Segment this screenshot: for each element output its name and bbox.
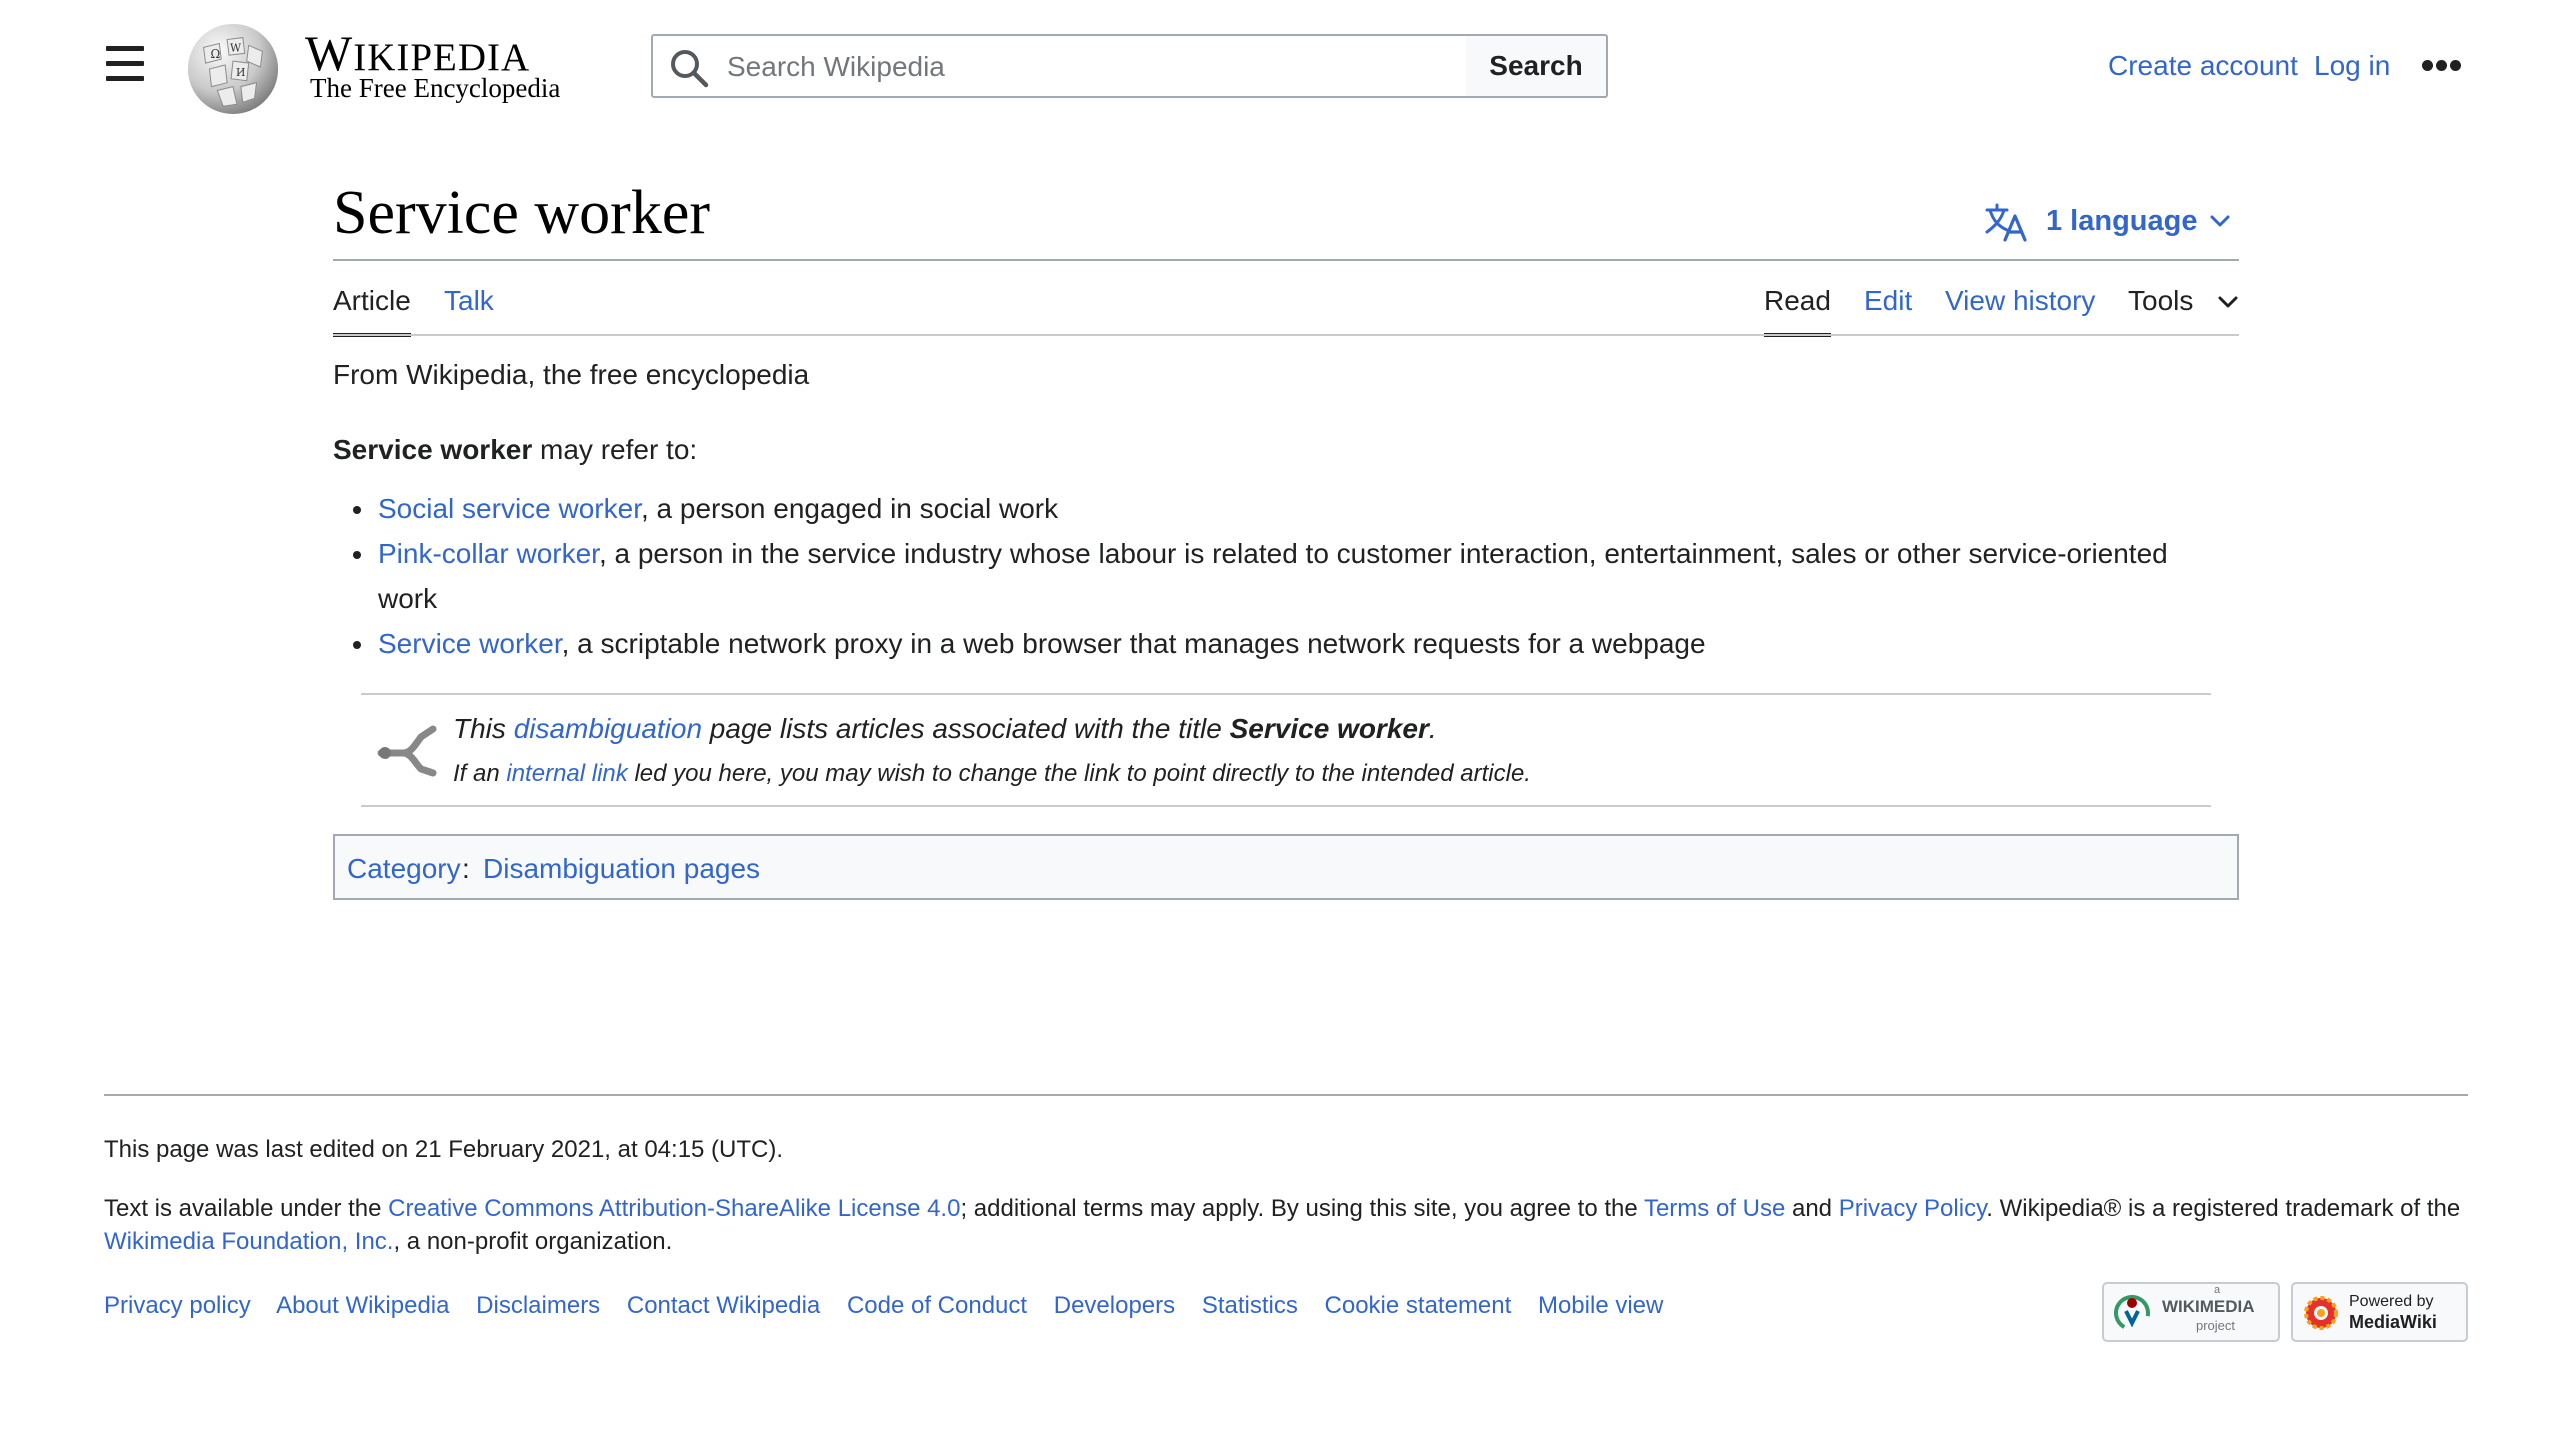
list-item-text: , a person engaged in social work bbox=[640, 493, 1059, 524]
svg-text:Ω: Ω bbox=[210, 47, 221, 62]
badge-mediawiki-text: MediaWiki bbox=[2349, 1312, 2437, 1332]
list-item-link[interactable]: Pink-collar worker bbox=[378, 538, 599, 569]
title-divider bbox=[333, 259, 2239, 261]
footer-link-code-of-conduct[interactable]: Code of Conduct bbox=[846, 1292, 1028, 1319]
wikimedia-project-badge[interactable] bbox=[2102, 1282, 2280, 1342]
category-label-link[interactable]: Category bbox=[347, 853, 461, 884]
search-button[interactable]: Search bbox=[1466, 34, 1608, 98]
list-item-link[interactable]: Social service worker bbox=[378, 493, 641, 524]
license-text-part: Text is available under the bbox=[104, 1195, 389, 1222]
badge-powered-by-text: Powered by bbox=[2349, 1293, 2434, 1310]
svg-text:W: W bbox=[230, 41, 242, 55]
notice-title-term: Service worker bbox=[1229, 713, 1429, 744]
svg-text:И: И bbox=[235, 65, 246, 79]
tab-talk[interactable]: Talk bbox=[444, 285, 494, 316]
tab-edit[interactable]: Edit bbox=[1864, 285, 1913, 316]
chevron-down-icon[interactable] bbox=[2217, 291, 2239, 313]
search-box bbox=[651, 34, 1470, 98]
language-button-label: 1 language bbox=[2046, 205, 2198, 237]
badge-small-text: a bbox=[2214, 1284, 2221, 1296]
page-title: Service worker bbox=[333, 179, 710, 247]
footer-link-contact[interactable]: Contact Wikipedia bbox=[626, 1292, 821, 1319]
intro-paragraph bbox=[333, 434, 697, 466]
license-text-part: ; additional terms may apply. By using this site, you agree to the bbox=[960, 1195, 1644, 1222]
license-text-part: and bbox=[1785, 1195, 1839, 1222]
footer-links bbox=[104, 1292, 1683, 1320]
footer-link-about[interactable]: About Wikipedia bbox=[276, 1292, 450, 1319]
search-form bbox=[651, 34, 1608, 98]
notice-text: page lists articles associated with the title bbox=[702, 713, 1230, 744]
notice-text: This bbox=[453, 713, 514, 744]
list-item-text: , a person in the service industry whose labour is related to customer interaction, entertainment, sales or other service-oriented work bbox=[378, 538, 2168, 614]
badge-project-text: project bbox=[2196, 1318, 2236, 1333]
footer-link-developers[interactable]: Developers bbox=[1053, 1292, 1176, 1319]
footer-link-disclaimers[interactable]: Disclaimers bbox=[476, 1292, 601, 1319]
license-text bbox=[104, 1192, 2464, 1258]
intro-bold-term: Service worker bbox=[333, 434, 533, 465]
list-item-text: , a scriptable network proxy in a web browser that manages network requests for a webpage bbox=[561, 628, 1706, 659]
list-item bbox=[333, 531, 2213, 621]
wikipedia-globe-icon bbox=[183, 18, 283, 116]
search-icon bbox=[669, 48, 709, 88]
notice-text: . bbox=[1428, 713, 1437, 744]
category-link-disambiguation-pages[interactable]: Disambiguation pages bbox=[483, 853, 761, 884]
search-input[interactable] bbox=[725, 44, 1449, 90]
category-box bbox=[333, 834, 2239, 900]
language-icon bbox=[1985, 202, 2027, 242]
tab-read[interactable]: Read bbox=[1764, 285, 1831, 316]
header bbox=[0, 0, 2560, 135]
cc-license-link[interactable]: Creative Commons Attribution-ShareAlike License 4.0 bbox=[388, 1195, 961, 1222]
language-button[interactable] bbox=[1985, 200, 2245, 244]
intro-text: may refer to: bbox=[532, 434, 698, 465]
create-account-link[interactable]: Create account bbox=[2108, 50, 2298, 81]
internal-link-link[interactable]: internal link bbox=[506, 760, 628, 787]
license-text-part: , a non-profit organization. bbox=[393, 1228, 673, 1255]
license-text-part: . Wikipedia® is a registered trademark of the bbox=[1986, 1195, 2461, 1222]
footer-link-mobile-view[interactable]: Mobile view bbox=[1537, 1292, 1664, 1319]
disambiguation-link[interactable]: disambiguation bbox=[513, 713, 703, 744]
disambiguation-notice bbox=[361, 693, 2211, 807]
tabs-divider bbox=[333, 334, 2239, 336]
notice-text: If an bbox=[453, 760, 507, 787]
tab-article[interactable]: Article bbox=[333, 285, 411, 316]
hamburger-menu-icon[interactable] bbox=[100, 44, 150, 84]
tab-tools[interactable]: Tools bbox=[2128, 285, 2194, 316]
footer-link-cookie-statement[interactable]: Cookie statement bbox=[1324, 1292, 1512, 1319]
chevron-down-icon bbox=[2209, 210, 2231, 232]
site-subtitle: From Wikipedia, the free encyclopedia bbox=[333, 359, 810, 390]
list-item bbox=[333, 486, 2213, 531]
wikipedia-tagline: The Free Encyclopedia bbox=[310, 73, 561, 103]
terms-of-use-link[interactable]: Terms of Use bbox=[1643, 1195, 1786, 1222]
tab-view-history[interactable]: View history bbox=[1945, 285, 2096, 316]
wikipedia-wordmark: WIKIPEDIA bbox=[305, 25, 531, 81]
notice-text: led you here, you may wish to change the link to point directly to the intended article. bbox=[627, 760, 1531, 787]
wikimedia-foundation-link[interactable]: Wikimedia Foundation, Inc. bbox=[104, 1228, 394, 1255]
mediawiki-logo-icon bbox=[2303, 1295, 2339, 1331]
powered-by-mediawiki-badge[interactable] bbox=[2291, 1282, 2468, 1342]
disambiguation-icon bbox=[377, 723, 437, 779]
disambiguation-notice-line2 bbox=[453, 760, 1531, 788]
list-item bbox=[333, 621, 2213, 666]
ellipsis-icon[interactable] bbox=[2422, 58, 2462, 74]
wikipedia-logo[interactable] bbox=[183, 18, 563, 118]
disambiguation-notice-line1 bbox=[453, 713, 1437, 745]
footer-divider bbox=[104, 1094, 2468, 1096]
disambiguation-list bbox=[333, 486, 2213, 666]
last-edited-info: This page was last edited on 21 February 2021, at 04:15 (UTC). bbox=[104, 1136, 784, 1163]
privacy-policy-inline-link[interactable]: Privacy Policy bbox=[1838, 1195, 1987, 1222]
badge-wikimedia-text: WIKIMEDIA bbox=[2162, 1297, 2255, 1316]
wikimedia-logo-icon bbox=[2114, 1295, 2150, 1331]
login-link[interactable]: Log in bbox=[2314, 50, 2391, 81]
footer-link-privacy-policy[interactable]: Privacy policy bbox=[104, 1292, 251, 1319]
footer-link-statistics[interactable]: Statistics bbox=[1201, 1292, 1298, 1319]
list-item-link[interactable]: Service worker bbox=[378, 628, 562, 659]
category-colon: : bbox=[462, 853, 470, 884]
